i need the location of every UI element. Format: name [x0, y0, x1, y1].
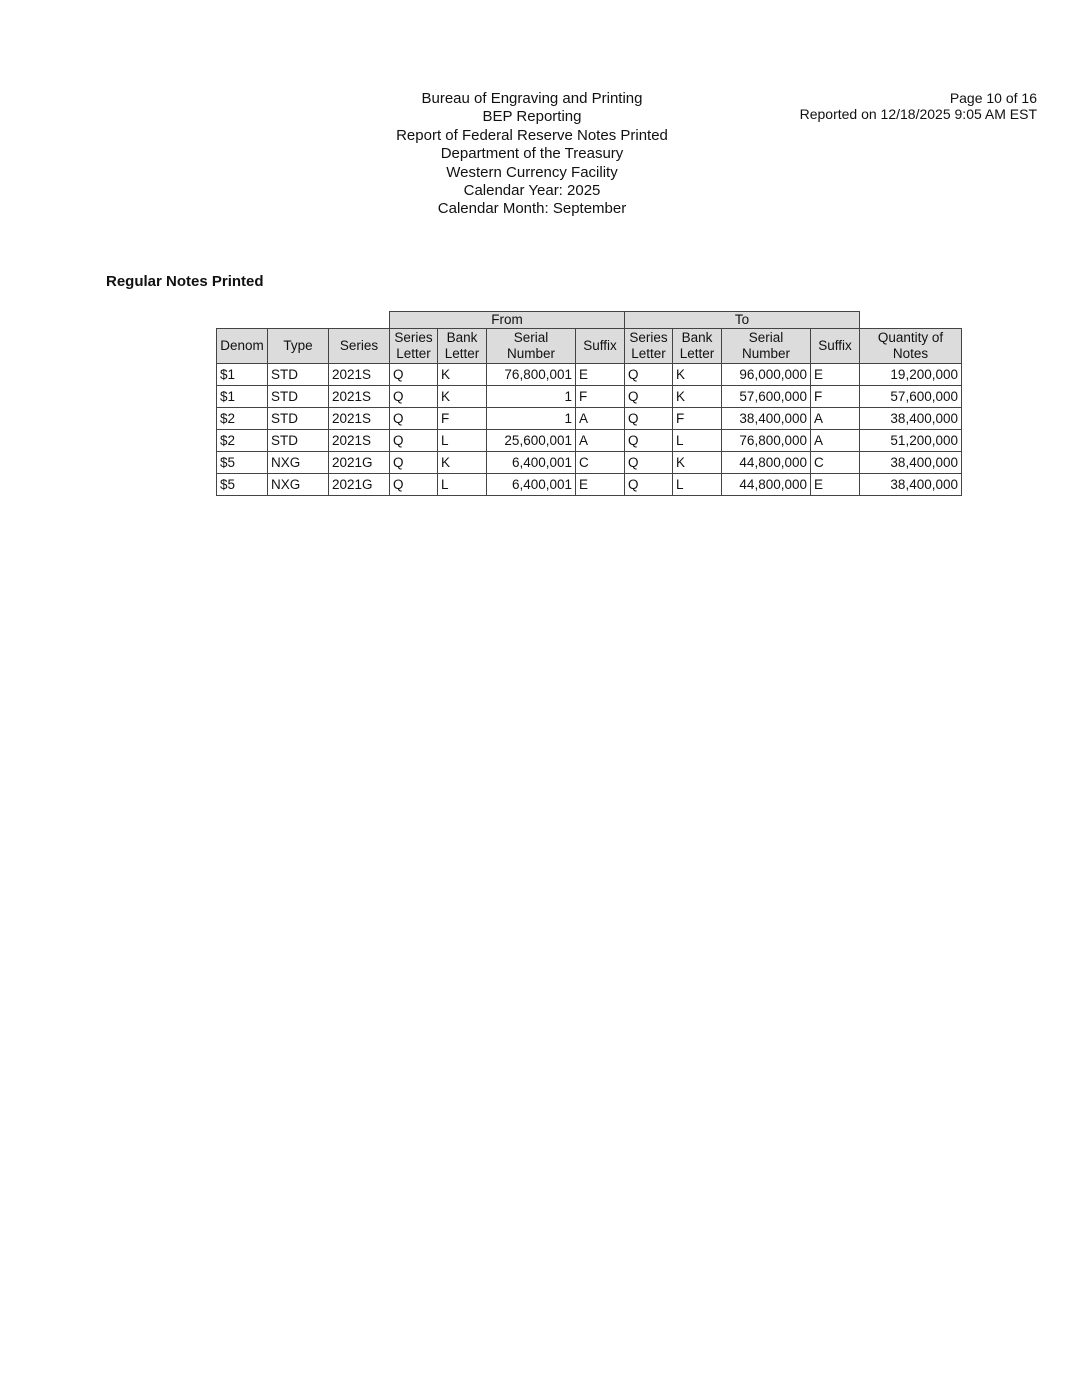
header-line-facility: Western Currency Facility: [446, 163, 618, 181]
cell-to-suffix: A: [811, 430, 860, 452]
header-line-system: BEP Reporting: [482, 108, 582, 126]
cell-to-series-letter: Q: [625, 364, 673, 386]
table-row: [217, 364, 962, 386]
cell-type: STD: [268, 386, 329, 408]
page-number: Page 10 of 16: [949, 90, 1037, 106]
cell-from-series-letter: Q: [390, 364, 438, 386]
table-row: [217, 452, 962, 474]
cell-denom: $1: [217, 386, 268, 408]
header-line-month: Calendar Month: September: [437, 200, 627, 218]
cell-from-series-letter: Q: [390, 430, 438, 452]
cell-from-series-letter: Q: [390, 452, 438, 474]
cell-to-bank-letter: K: [673, 386, 722, 408]
cell-from-suffix: C: [576, 452, 625, 474]
cell-to-bank-letter: K: [673, 364, 722, 386]
cell-denom: $2: [217, 408, 268, 430]
cell-to-serial-number: 44,800,000: [722, 452, 811, 474]
header-line-report-title: Report of Federal Reserve Notes Printed: [396, 126, 668, 144]
table-row: [217, 430, 962, 452]
cell-from-suffix: E: [576, 474, 625, 496]
cell-quantity: 38,400,000: [860, 474, 962, 496]
cell-from-bank-letter: K: [438, 364, 487, 386]
cell-denom: $2: [217, 430, 268, 452]
cell-from-suffix: A: [576, 408, 625, 430]
cell-to-serial-number: 44,800,000: [722, 474, 811, 496]
cell-to-bank-letter: K: [673, 452, 722, 474]
cell-from-series-letter: Q: [390, 408, 438, 430]
reported-timestamp: Reported on 12/18/2025 9:05 AM EST: [799, 106, 1037, 122]
cell-to-serial-number: 96,000,000: [722, 364, 811, 386]
cell-to-series-letter: Q: [625, 474, 673, 496]
cell-quantity: 57,600,000: [860, 386, 962, 408]
cell-type: NXG: [268, 452, 329, 474]
column-header-denom: Denom: [217, 329, 268, 364]
cell-quantity: 51,200,000: [860, 430, 962, 452]
cell-series: 2021S: [329, 386, 390, 408]
cell-type: STD: [268, 430, 329, 452]
section-title: Regular Notes Printed: [106, 273, 264, 290]
cell-from-serial-number: 25,600,001: [487, 430, 576, 452]
column-header-from-suffix: Suffix: [576, 329, 625, 364]
column-header-to-suffix: Suffix: [811, 329, 860, 364]
report-header: [332, 90, 732, 219]
cell-from-bank-letter: F: [438, 408, 487, 430]
cell-from-suffix: E: [576, 364, 625, 386]
group-header-to: To: [625, 312, 860, 329]
cell-type: STD: [268, 364, 329, 386]
cell-to-series-letter: Q: [625, 430, 673, 452]
cell-series: 2021S: [329, 408, 390, 430]
cell-series: 2021G: [329, 474, 390, 496]
cell-to-suffix: C: [811, 452, 860, 474]
table-row: [217, 386, 962, 408]
cell-series: 2021S: [329, 364, 390, 386]
cell-from-suffix: A: [576, 430, 625, 452]
cell-series: 2021S: [329, 430, 390, 452]
cell-to-series-letter: Q: [625, 452, 673, 474]
cell-denom: $5: [217, 474, 268, 496]
cell-from-bank-letter: L: [438, 430, 487, 452]
cell-to-serial-number: 38,400,000: [722, 408, 811, 430]
cell-denom: $5: [217, 452, 268, 474]
cell-to-bank-letter: F: [673, 408, 722, 430]
table-row: [217, 474, 962, 496]
cell-from-bank-letter: K: [438, 386, 487, 408]
column-header-to-series-letter: Series Letter: [625, 329, 673, 364]
cell-from-serial-number: 6,400,001: [487, 452, 576, 474]
cell-from-series-letter: Q: [390, 386, 438, 408]
column-header-quantity: Quantity of Notes: [860, 329, 962, 364]
table-column-header-row: [217, 329, 962, 364]
cell-to-suffix: F: [811, 386, 860, 408]
cell-from-series-letter: Q: [390, 474, 438, 496]
cell-to-suffix: A: [811, 408, 860, 430]
cell-quantity: 38,400,000: [860, 408, 962, 430]
header-line-year: Calendar Year: 2025: [463, 182, 601, 200]
column-header-to-bank-letter: Bank Letter: [673, 329, 722, 364]
header-line-agency: Bureau of Engraving and Printing: [421, 90, 643, 107]
notes-table: [216, 311, 962, 496]
cell-from-serial-number: 6,400,001: [487, 474, 576, 496]
cell-denom: $1: [217, 364, 268, 386]
table-row: [217, 408, 962, 430]
table-group-header-row: [217, 312, 962, 329]
cell-series: 2021G: [329, 452, 390, 474]
column-header-from-serial-number: Serial Number: [487, 329, 576, 364]
cell-from-serial-number: 76,800,001: [487, 364, 576, 386]
cell-quantity: 38,400,000: [860, 452, 962, 474]
cell-quantity: 19,200,000: [860, 364, 962, 386]
cell-type: NXG: [268, 474, 329, 496]
cell-from-serial-number: 1: [487, 386, 576, 408]
group-header-from: From: [390, 312, 625, 329]
cell-from-bank-letter: K: [438, 452, 487, 474]
cell-from-serial-number: 1: [487, 408, 576, 430]
cell-to-series-letter: Q: [625, 386, 673, 408]
column-header-from-bank-letter: Bank Letter: [438, 329, 487, 364]
cell-to-series-letter: Q: [625, 408, 673, 430]
cell-to-suffix: E: [811, 474, 860, 496]
column-header-to-serial-number: Serial Number: [722, 329, 811, 364]
cell-from-suffix: F: [576, 386, 625, 408]
header-line-department: Department of the Treasury: [440, 145, 624, 163]
report-meta: [800, 90, 1037, 122]
cell-type: STD: [268, 408, 329, 430]
cell-to-bank-letter: L: [673, 430, 722, 452]
cell-to-bank-letter: L: [673, 474, 722, 496]
cell-from-bank-letter: L: [438, 474, 487, 496]
cell-to-serial-number: 76,800,000: [722, 430, 811, 452]
cell-to-serial-number: 57,600,000: [722, 386, 811, 408]
column-header-series: Series: [329, 329, 390, 364]
cell-to-suffix: E: [811, 364, 860, 386]
column-header-from-series-letter: Series Letter: [390, 329, 438, 364]
column-header-type: Type: [268, 329, 329, 364]
